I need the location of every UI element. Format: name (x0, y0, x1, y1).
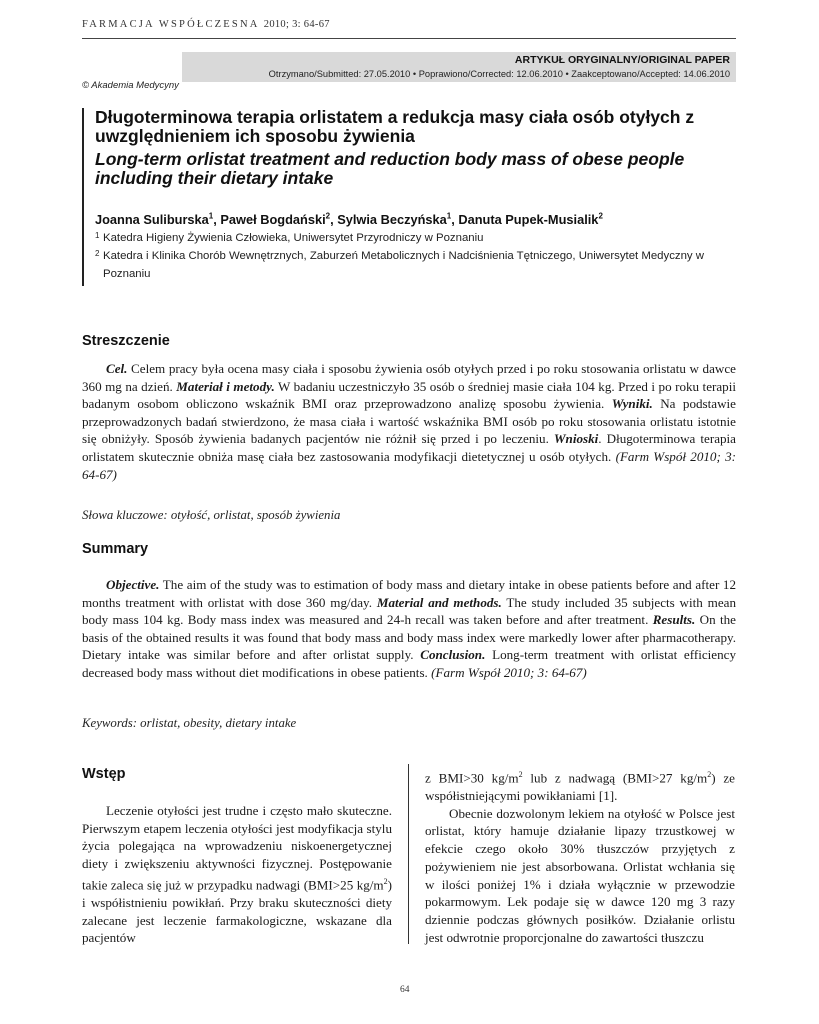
affiliation-1 (95, 229, 735, 247)
submission-dates: Otrzymano/Submitted: 27.05.2010 • Poprawiono/Corrected: 12.06.2010 • Zaakceptowano/Accepted: 14.06.2010 (268, 69, 730, 79)
author-affiliation-number: 2 (598, 212, 603, 221)
text-run: z BMI>30 kg/m (425, 770, 519, 786)
text-run: On the basis of the obtained results it was found that body mass and body mass index were markedly lower after pharmacotherapy. Dietary intake was similar before and after orlistat supply. (82, 612, 736, 663)
article-type-label: ARTYKUŁ ORYGINALNY/ORIGINAL PAPER (514, 54, 730, 66)
author: Sylwia Beczyńska$^1$, (337, 212, 459, 228)
affiliation-2 (95, 247, 735, 283)
abstract-section-label: Materiał i metody. (176, 378, 275, 394)
article-banner (182, 52, 736, 82)
page-number: 64 (400, 985, 410, 995)
text-run: ) ze współistniejącymi powikłaniami [1]. (425, 770, 735, 804)
text-run: W badaniu uczestniczyło 35 osób o średniej masie ciała 104 kg. Przed i po roku terapii badanym osobom obliczono wskaźnik BMI oraz przeprowadzono analizę sposobu żywienia. (82, 378, 737, 412)
column-divider (408, 764, 409, 944)
copyright-notice: © Akademia Medycyny (82, 80, 179, 91)
abstract-section-label: Wnioski (553, 431, 599, 447)
text-run: lub z nadwagą (BMI>27 kg/m (522, 770, 708, 786)
abstract-pl-body (82, 360, 736, 483)
superscript: 2 (707, 770, 712, 779)
intro-paragraph-2 (425, 805, 735, 947)
author-affiliation-number: 1 (446, 212, 452, 221)
text-run: (Farm Współ 2010; 3: 64-67) (82, 448, 737, 482)
author-affiliation-number: 2 (325, 212, 331, 221)
intro-paragraph-1 (82, 802, 392, 947)
author-name: Danuta Pupek-Musialik (458, 212, 599, 228)
text-run: Obecnie dozwolonym lekiem na otyłość w Polsce jest orlistat, który hamuje działanie lipazy trzustkowej w efekcie czego około 30% tłuszczów przyjętych z pożywieniem nie jest absorbowana. Orlistat wchłania się w ilości poniżej 1% i działa wyłącznie w przewodzie pokarmowym. Lek podaje się w dawce 120 mg 3 razy dziennie podczas głównych posiłków. Działanie orlistu jest odwrotnie proporcjonalne do zawartości tłuszczu (425, 805, 735, 945)
text-run: ) i współistnieniu powikłań. Przy braku skuteczności diety zalecane jest leczenie farmakologiczne, wskazane dla pacjentów (82, 877, 392, 946)
journal-header (82, 19, 736, 30)
superscript: 2 (518, 770, 523, 779)
abstract-section-label: Results. (652, 612, 696, 628)
journal-citation: 2010; 3: 64-67 (263, 19, 330, 30)
abstract-en-body (82, 576, 736, 682)
text-run: Na podstawie przeprowadzonych badań stwierdzono, że masa ciała i wartość wskaźnika BMI osób po roku stosowania orlistatu istotnie się obniżyły. Sposób żywienia badanych pacjentów nie różnił się przed i po leczeniu. (82, 396, 736, 447)
intro-paragraph-1-cont (425, 766, 735, 805)
abstract-section-label: Material and methods. (376, 594, 502, 610)
author-list (95, 212, 735, 227)
text-run: . Długoterminowa terapia orlistatem skutecznie obniża masę ciała bez zastosowania modyfikacji dietetycznej u osób otyłych. (82, 431, 736, 464)
author: Joanna Suliburska$^1$, (95, 212, 221, 228)
abstract-en-heading: Summary (82, 541, 149, 557)
text-run: The study included 35 subjects with mean body mass 104 kg. Body mass index was measured and 24-h recall was taken before and after treatment. (82, 594, 737, 628)
intro-right-column (425, 766, 735, 946)
intro-left-column (82, 802, 392, 947)
author-name: Joanna Suliburska (95, 212, 209, 228)
abstract-pl-heading: Streszczenie (82, 333, 170, 349)
affiliation-number: 1 (95, 231, 100, 241)
title-block (82, 108, 742, 286)
abstract-section-label: Conclusion. (420, 647, 486, 663)
author (458, 212, 603, 227)
author-affiliation-number: 1 (208, 212, 214, 221)
text-run: Long-term treatment with orlistat efficiency decreased body mass without diet modifications in obese patients. (82, 647, 737, 680)
affiliation-text: Katedra Higieny Żywienia Człowieka, Uniwersytet Przyrodniczy w Poznaniu (103, 232, 484, 245)
text-run: The aim of the study was to estimation of body mass and dietary intake in obese patients before and after 12 months treatment with orlistat with dose 360 mg/day. (82, 577, 736, 610)
abstract-section-label: Cel. (106, 361, 128, 376)
header-divider (82, 38, 736, 39)
title-english: Long-term orlistat treatment and reduction body mass of obese people including their dietary intake (95, 149, 685, 188)
author-name: Sylwia Beczyńska (337, 212, 447, 228)
text-run: Celem pracy była ocena masy ciała i sposobu żywienia osób otyłych przed i po roku stosowania orlistatu w dawce 360 mg na dzień. (82, 361, 736, 394)
author-name: Paweł Bogdański (220, 212, 326, 228)
keywords-en: Keywords: orlistat, obesity, dietary intake (82, 716, 297, 730)
text-run: (Farm Współ 2010; 3: 64-67) (431, 664, 587, 680)
abstract-section-label: Objective. (106, 577, 160, 592)
journal-name: FARMACJA WSPÓŁCZESNA (82, 19, 259, 30)
superscript: 2 (383, 876, 388, 886)
text-run: Leczenie otyłości jest trudne i często mało skuteczne. Pierwszym etapem leczenia otyłości jest modyfikacja stylu życia polegająca na wprowadzeniu niskoenergetycznej diety i zwiększeniu aktywności fizycznej. Postępowanie takie zaleca się już w przypadku nadwagi (BMI>25 kg/m (82, 803, 392, 893)
introduction-heading: Wstęp (82, 766, 126, 782)
title-polish: Długoterminowa terapia orlistatem a redukcja masy ciała osób otyłych z uwzględnieniem ich sposobu żywienia (95, 107, 695, 146)
keywords-pl: Słowa kluczowe: otyłość, orlistat, sposób żywienia (82, 508, 341, 522)
affiliation-text: Katedra i Klinika Chorób Wewnętrznych, Zaburzeń Metabolicznych i Nadciśnienia Tętniczego, Uniwersytet Medyczny w Poznaniu (103, 250, 705, 281)
author: Paweł Bogdański$^2$, (220, 212, 338, 228)
affiliation-number: 2 (95, 249, 100, 259)
abstract-section-label: Wyniki. (611, 396, 653, 412)
